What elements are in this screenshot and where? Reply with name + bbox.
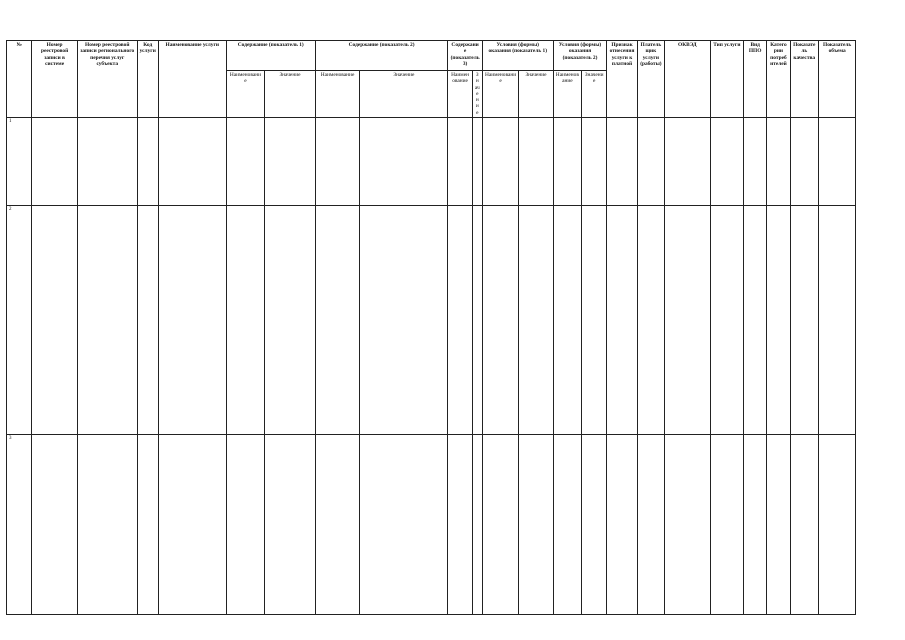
sub-header-c2-name: Наименование (315, 71, 360, 118)
cell-ppo (744, 206, 767, 435)
col-header-name: Наименование услуги (158, 41, 226, 118)
col-header-condition1: Условия (формы) оказания (показатель 1) (482, 41, 553, 71)
cell-volume (818, 118, 855, 206)
cell-u1-value (519, 118, 553, 206)
sub-header-c3-value: Значение (472, 71, 482, 118)
cell-ppo (744, 118, 767, 206)
registry-sheet (6, 40, 893, 613)
col-header-no: № (7, 41, 32, 118)
cell-c1-name (226, 118, 264, 206)
cell-contract-number (77, 118, 137, 206)
cell-registry-number (32, 206, 78, 435)
sub-header-c1-name: Наименование (226, 71, 264, 118)
col-header-type: Тип услуги (710, 41, 743, 118)
cell-quality (790, 435, 818, 615)
col-header-category: Категории потребителей (767, 41, 790, 118)
cell-name (158, 435, 226, 615)
cell-volume (818, 435, 855, 615)
cell-sign (607, 206, 637, 435)
col-header-code: Код услуги (137, 41, 158, 118)
col-header-condition2: Условия (формы) оказания (показатель 2) (553, 41, 607, 71)
cell-c2-name (315, 206, 360, 435)
cell-no: 3 (7, 435, 32, 615)
cell-ppo (744, 435, 767, 615)
sub-header-u2-name: Наименование (553, 71, 581, 118)
cell-quality (790, 118, 818, 206)
cell-c3-value (472, 118, 482, 206)
cell-okved (665, 435, 711, 615)
cell-contract-number (77, 435, 137, 615)
cell-payer (637, 206, 664, 435)
cell-registry-number (32, 435, 78, 615)
cell-u2-name (553, 118, 581, 206)
cell-quality (790, 206, 818, 435)
cell-name (158, 206, 226, 435)
cell-u2-value (582, 118, 607, 206)
cell-c2-name (315, 118, 360, 206)
cell-u2-value (582, 435, 607, 615)
cell-c2-name (315, 435, 360, 615)
col-header-okved: ОКВЭД (665, 41, 711, 118)
sub-header-c3-name: Наименование (448, 71, 472, 118)
cell-u1-value (519, 435, 553, 615)
cell-okved (665, 118, 711, 206)
cell-u1-name (482, 118, 518, 206)
cell-type (710, 206, 743, 435)
cell-no: 2 (7, 206, 32, 435)
table-row (7, 206, 893, 435)
col-header-quality: Показатель качества (790, 41, 818, 118)
cell-code (137, 435, 158, 615)
cell-c1-value (265, 206, 316, 435)
cell-name (158, 118, 226, 206)
cell-category (767, 118, 790, 206)
cell-c3-value (472, 206, 482, 435)
cell-code (137, 206, 158, 435)
cell-u2-value (582, 206, 607, 435)
col-header-contract-number: Номер реестровой записи регионального перечня услуг субъекта (77, 41, 137, 118)
cell-c3-name (448, 206, 472, 435)
cell-registry-number (32, 118, 78, 206)
cell-u1-name (482, 435, 518, 615)
sub-header-c1-value: Значение (265, 71, 316, 118)
cell-u1-value (519, 206, 553, 435)
col-header-content1: Содержание (показатель 1) (226, 41, 315, 71)
col-header-sign: Признак отнесения услуги к платной (607, 41, 637, 118)
col-header-content3: Содержание (показатель 3) (448, 41, 482, 71)
col-header-content2: Содержание (показатель 2) (315, 41, 448, 71)
table-row (7, 435, 893, 615)
cell-no: 1 (7, 118, 32, 206)
registry-table (6, 40, 893, 615)
cell-volume (818, 206, 855, 435)
cell-payer (637, 435, 664, 615)
cell-c2-value (360, 435, 448, 615)
col-header-registry-number: Номер реестровой записи в системе (32, 41, 78, 118)
col-header-payer: Плательщик услуги (работы) (637, 41, 664, 118)
cell-c1-name (226, 435, 264, 615)
cell-u2-name (553, 206, 581, 435)
sub-header-u1-name: Наименование (482, 71, 518, 118)
cell-sign (607, 118, 637, 206)
cell-c3-name (448, 435, 472, 615)
cell-c2-value (360, 118, 448, 206)
sub-header-c2-value: Значение (360, 71, 448, 118)
header-row-top (7, 41, 893, 71)
cell-u2-name (553, 435, 581, 615)
cell-type (710, 435, 743, 615)
table-row (7, 118, 893, 206)
cell-okved (665, 206, 711, 435)
cell-code (137, 118, 158, 206)
cell-c2-value (360, 206, 448, 435)
cell-u1-name (482, 206, 518, 435)
cell-payer (637, 118, 664, 206)
cell-c1-value (265, 118, 316, 206)
cell-c3-name (448, 118, 472, 206)
col-header-ppo: Вид ППО (744, 41, 767, 118)
cell-c1-name (226, 206, 264, 435)
cell-category (767, 435, 790, 615)
cell-contract-number (77, 206, 137, 435)
cell-c1-value (265, 435, 316, 615)
cell-c3-value (472, 435, 482, 615)
cell-type (710, 118, 743, 206)
sub-header-u2-value: Значение (582, 71, 607, 118)
sub-header-u1-value: Значение (519, 71, 553, 118)
col-header-volume: Показатель объема (818, 41, 855, 118)
cell-category (767, 206, 790, 435)
cell-sign (607, 435, 637, 615)
